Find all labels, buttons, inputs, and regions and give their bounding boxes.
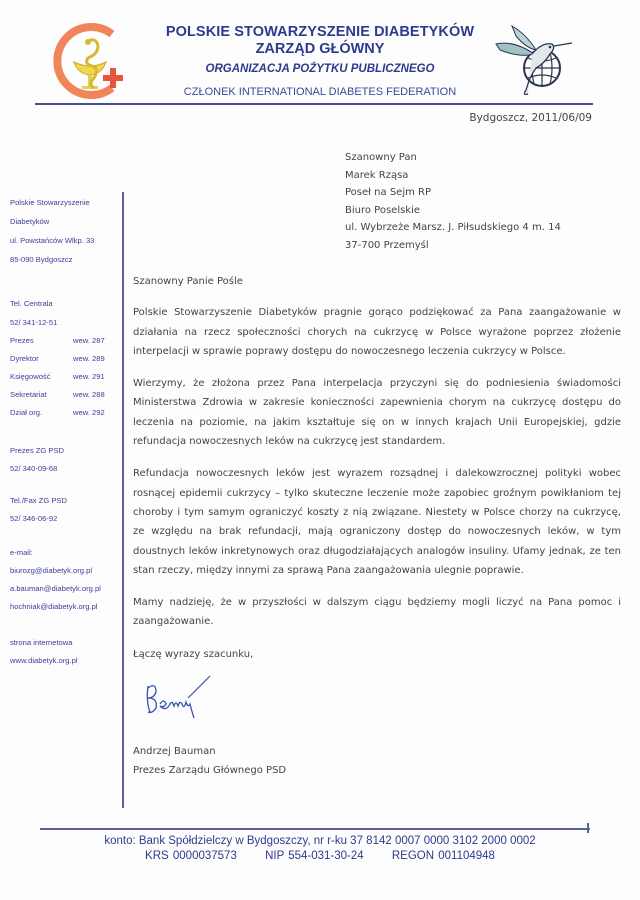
psd-logo [50, 20, 130, 100]
paragraph: Refundacja nowoczesnych leków jest wyrazem rozsądnej i dalekowzrocznej polityki wobec rosnącej epidemii cukrzycy – tylko skuteczne leczenie może zapobiec groźnym powikłaniom tej choroby i tym samym ograniczyć koszty z nią związane. Niestety w Polsce chorzy na cukrzycę, ze względu na brak refundacji, mają ograniczony dostęp do nowoczesnych leków, w tym doustnych leków inkretynowych oraz długodziałających analogów insuliny. Ufamy jednak, ze ten stan rzeczy, między innymi za sprawą Pana zaangażowania ulegnie poprawie. [133, 468, 621, 576]
org-board: ZARZĄD GŁÓWNY [255, 41, 385, 57]
president-phone: 52/ 340-09-68 [10, 464, 58, 473]
email-link[interactable]: hochniak@diabetyk.org.pl [10, 602, 98, 611]
ext-number: wew. 291 [73, 372, 105, 381]
bank-account: konto: Bank Spółdzielczy w Bydgoszczy, nr r-ku 37 8142 0007 0000 3102 2000 0002 [104, 835, 536, 847]
handwritten-signature [140, 668, 220, 723]
nip-number: NIP 554-031-30-24 [265, 850, 364, 862]
ext-number: wew. 289 [73, 354, 105, 363]
regon-number: REGON 001104948 [391, 850, 495, 862]
paragraph: Wierzymy, że złożona przez Pana interpelacja przyczyni się do podniesienia świadomości Ministerstwa Zdrowia w zakresie konieczności zapewnienia chorym na cukrzycę dostępu do leczenia na poziomie, na jakim kształtuje się on w innych krajach Unii Europejskiej, gdzie refundacja nowoczesnych leków na cukrzycę jest standardem. [133, 378, 621, 448]
signer-name: Andrzej Bauman [133, 746, 216, 757]
sidebar-address-line: Polskie Stowarzyszenie [10, 198, 90, 207]
signature-icon [140, 668, 220, 723]
krs-number: KRS 0000037573 [145, 850, 237, 862]
signer-title: Prezes Zarządu Głównego PSD [133, 765, 287, 776]
registry-numbers [40, 850, 600, 862]
ext-label: Dział org. [10, 408, 43, 417]
sidebar-address-line: ul. Powstańców Wlkp. 33 [10, 236, 95, 245]
ext-label: Dyrektor [10, 354, 39, 363]
recipient-line: Biuro Poselskie [345, 204, 421, 216]
fax-label: Tel./Fax ZG PSD [10, 496, 67, 505]
ext-number: wew. 292 [73, 408, 105, 417]
ext-label: Prezes [10, 336, 34, 345]
recipient-line: ul. Wybrzeże Marsz. J. Piłsudskiego 4 m. 14 [345, 222, 561, 234]
ext-number: wew. 287 [73, 336, 105, 345]
recipient-line: 37-700 Przemyśl [345, 239, 429, 251]
pharmacy-caduceus-plus-icon [50, 20, 130, 100]
letter-date: Bydgoszcz, 2011/06/09 [469, 112, 592, 124]
paragraph: Mamy nadzieję, że w przyszłości w dalszym ciągu będziemy mogli liczyć na Pana pomoc i zaangażowanie. [133, 597, 621, 628]
tel-label: Tel. Centrala [10, 299, 53, 308]
salutation: Szanowny Panie Pośle [133, 276, 243, 287]
org-membership: CZŁONEK INTERNATIONAL DIABETES FEDERATION [183, 86, 457, 98]
email-link[interactable]: biurozg@diabetyk.org.pl [10, 566, 93, 575]
org-status: ORGANIZACJA POŻYTKU PUBLICZNEGO [205, 63, 435, 75]
recipient-line: Szanowny Pan [345, 152, 417, 163]
footer-divider [40, 828, 590, 830]
fax-phone: 52/ 346-06-92 [10, 514, 58, 523]
ext-label: Księgowość [10, 372, 51, 381]
recipient-line: Poseł na Sejm RP [345, 187, 431, 199]
recipient-address [345, 149, 561, 255]
closing: Łączę wyrazy szacunku, [133, 648, 254, 660]
letter-body [133, 272, 621, 664]
tel-number: 52/ 341-12-51 [10, 318, 58, 327]
website-label: strona internetowa [10, 638, 73, 647]
sidebar-divider [122, 192, 124, 808]
footer-divider-tick [587, 823, 589, 833]
hummingbird-globe-icon [490, 20, 575, 100]
recipient-line: Marek Rząsa [345, 169, 409, 181]
president-label: Prezes ZG PSD [10, 446, 65, 455]
ext-number: wew. 288 [73, 390, 105, 399]
email-link[interactable]: a.bauman@diabetyk.org.pl [10, 584, 101, 593]
website-link[interactable]: www.diabetyk.org.pl [10, 656, 78, 665]
header-divider [35, 103, 593, 105]
email-label: e-mail: [10, 548, 33, 557]
signer-block [133, 742, 286, 780]
idf-logo [490, 20, 575, 100]
ext-label: Sekretariat [10, 390, 47, 399]
sidebar-address-line: Diabetyków [10, 217, 50, 226]
org-name: POLSKIE STOWARZYSZENIE DIABETYKÓW [165, 24, 475, 40]
sidebar-address-line: 85-090 Bydgoszcz [10, 255, 73, 264]
paragraph: Polskie Stowarzyszenie Diabetyków pragnie gorąco podziękować za Pana zaangażowanie w działania na rzecz społeczności chorych na cukrzycę w Polsce wyrażone poprzez złożenie interpelacji w sprawie poprawy dostępu do nowoczesnego leczenia cukrzycy w Polsce. [133, 307, 621, 357]
